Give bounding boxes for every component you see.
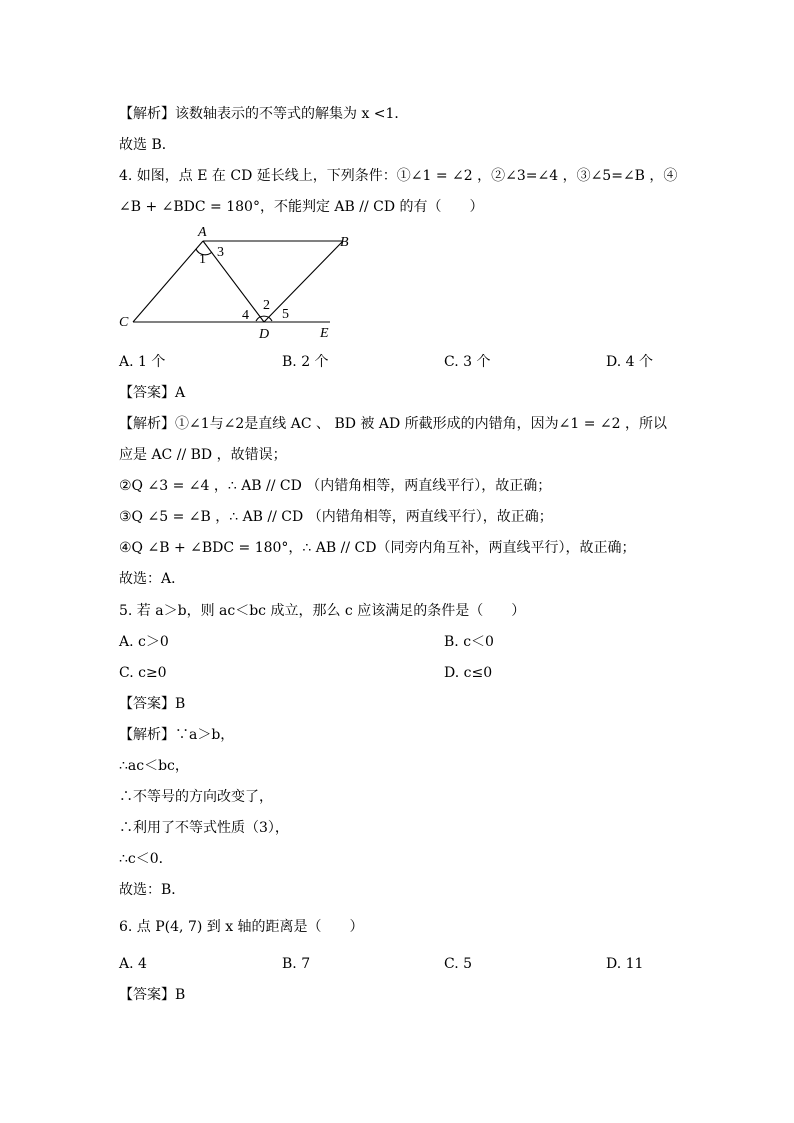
label-b: B	[340, 235, 349, 250]
q4-geometry-figure	[110, 222, 370, 346]
label-angle-3: 3	[217, 245, 224, 260]
q5-answer: 【答案】B	[119, 696, 186, 712]
q5-analysis-line-3: ∴不等号的方向改变了，	[119, 789, 273, 805]
q5-analysis-line-2: ∴ac＜bc，	[119, 758, 189, 774]
q5-option-c: C. c≥0	[119, 665, 167, 681]
label-c: C	[119, 315, 129, 330]
q5-option-a: A. c＞0	[119, 634, 169, 650]
q6-option-d: D. 11	[606, 956, 644, 972]
label-angle-4: 4	[242, 308, 249, 323]
q4-option-b: B. 2 个	[282, 354, 329, 370]
q5-analysis-line-4: ∴利用了不等式性质（3），	[119, 820, 289, 836]
q4-stem-line-1: 4. 如图，点 E 在 CD 延长线上，下列条件：①∠1 = ∠2 ，②∠3=∠4 ，③∠5=∠B ，④	[119, 168, 678, 184]
q4-answer: 【答案】A	[119, 385, 186, 401]
q4-option-c: C. 3 个	[444, 354, 491, 370]
label-a: A	[198, 225, 207, 240]
q4-analysis-line-1: 【解析】①∠1与∠2是直线 AC 、 BD 被 AD 所截形成的内错角，因为∠1 = ∠2 ，所以	[119, 416, 668, 432]
segment-ac	[133, 241, 203, 322]
q6-option-b: B. 7	[282, 956, 311, 972]
q6-option-a: A. 4	[119, 956, 147, 972]
q6-stem: 6. 点 P(4, 7) 到 x 轴的距离是（ ）	[119, 919, 364, 935]
segment-bd	[264, 241, 343, 322]
q5-stem: 5. 若 a＞b，则 ac＜bc 成立，那么 c 应该满足的条件是（ ）	[119, 603, 526, 619]
q4-analysis-line-4: ③Q ∠5 = ∠B ，∴ AB // CD （内错角相等，两直线平行），故正确；	[119, 509, 553, 525]
q5-conclusion: 故选：B．	[119, 882, 186, 898]
label-d: D	[259, 327, 270, 342]
q4-analysis-line-2: 应是 AC // BD ，故错误；	[119, 447, 287, 463]
q4-option-d: D. 4 个	[606, 354, 653, 370]
q4-analysis-line-3: ②Q ∠3 = ∠4 ，∴ AB // CD （内错角相等，两直线平行），故正确；	[119, 478, 552, 494]
q4-conclusion: 故选：A．	[119, 571, 186, 587]
label-angle-5: 5	[282, 307, 289, 322]
q4-stem-line-2: ∠B + ∠BDC = 180°，不能判定 AB // CD 的有（ ）	[119, 199, 484, 215]
q6-option-c: C. 5	[444, 956, 473, 972]
q5-option-d: D. c≤0	[444, 665, 493, 681]
q4-option-a: A. 1 个	[119, 354, 166, 370]
q4-analysis-line-5: ④Q ∠B + ∠BDC = 180°，∴ AB // CD（同旁内角互补，两直线平行），故正确；	[119, 540, 636, 556]
q5-analysis-line-1: 【解析】∵a＞b，	[119, 727, 235, 743]
q3-analysis-line: 【解析】该数轴表示的不等式的解集为 x <1．	[119, 106, 409, 122]
segment-ad	[203, 241, 264, 322]
q3-choice-line: 故选 B．	[119, 137, 176, 153]
label-e: E	[320, 326, 329, 341]
label-angle-1: 1	[199, 252, 206, 267]
label-angle-2: 2	[263, 298, 270, 313]
q6-answer: 【答案】B	[119, 987, 186, 1003]
q5-analysis-line-5: ∴c＜0．	[119, 851, 173, 867]
q5-option-b: B. c＜0	[444, 634, 494, 650]
